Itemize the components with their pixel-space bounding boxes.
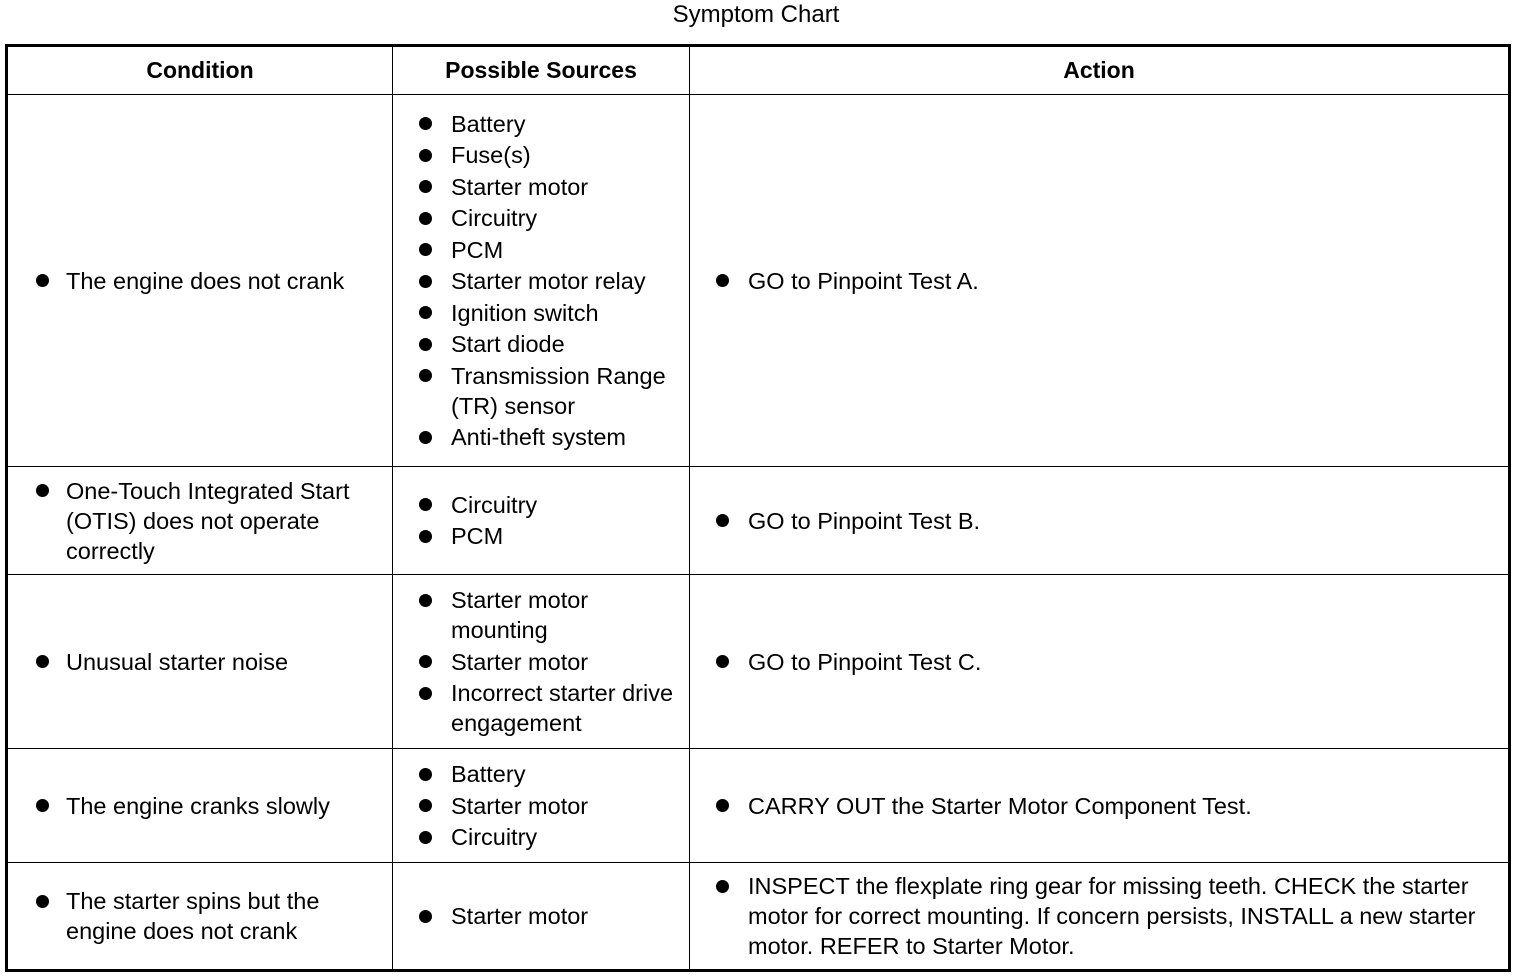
action-item: INSPECT the flexplate ring gear for missing teeth. CHECK the starter motor for correct mounting. If concern persists, INSTALL a new starter motor. REFER to Starter Motor.	[690, 871, 1508, 961]
header-row	[7, 46, 1510, 95]
condition-cell	[7, 863, 393, 971]
header-possible-sources: Possible Sources	[393, 46, 690, 95]
action-cell	[690, 863, 1510, 971]
source-item: Circuitry	[393, 822, 689, 852]
symptom-chart-table	[5, 44, 1511, 972]
source-item: Starter motor mounting	[393, 585, 689, 645]
condition-item: The starter spins but the engine does not crank	[8, 886, 392, 946]
source-item: Starter motor relay	[393, 266, 689, 296]
sources-cell	[393, 95, 690, 467]
header-action: Action	[690, 46, 1510, 95]
condition-cell	[7, 575, 393, 749]
table-row	[7, 467, 1510, 575]
action-cell	[690, 95, 1510, 467]
source-item: Fuse(s)	[393, 140, 689, 170]
header-condition: Condition	[7, 46, 393, 95]
action-cell	[690, 575, 1510, 749]
table-row	[7, 575, 1510, 749]
sources-cell	[393, 863, 690, 971]
source-item: Battery	[393, 759, 689, 789]
source-item: Starter motor	[393, 647, 689, 677]
sources-cell	[393, 749, 690, 863]
source-item: Starter motor	[393, 172, 689, 202]
source-item: Battery	[393, 109, 689, 139]
condition-item: The engine cranks slowly	[8, 791, 392, 821]
source-item: Start diode	[393, 329, 689, 359]
action-item: GO to Pinpoint Test C.	[690, 647, 1508, 677]
action-cell	[690, 467, 1510, 575]
source-item: Ignition switch	[393, 298, 689, 328]
action-item: GO to Pinpoint Test B.	[690, 506, 1508, 536]
table-row	[7, 749, 1510, 863]
sources-cell	[393, 467, 690, 575]
source-item: Transmission Range (TR) sensor	[393, 361, 689, 421]
condition-cell	[7, 95, 393, 467]
condition-item: The engine does not crank	[8, 266, 392, 296]
source-item: Circuitry	[393, 490, 689, 520]
source-item: Incorrect starter drive engagement	[393, 678, 689, 738]
action-cell	[690, 749, 1510, 863]
source-item: Anti-theft system	[393, 422, 689, 452]
source-item: PCM	[393, 235, 689, 265]
source-item: Starter motor	[393, 791, 689, 821]
source-item: PCM	[393, 521, 689, 551]
condition-cell	[7, 749, 393, 863]
condition-item: Unusual starter noise	[8, 647, 392, 677]
source-item: Circuitry	[393, 203, 689, 233]
condition-item: One-Touch Integrated Start (OTIS) does not operate correctly	[8, 476, 392, 566]
page-title: Symptom Chart	[672, 1, 840, 28]
sources-cell	[393, 575, 690, 749]
action-item: GO to Pinpoint Test A.	[690, 266, 1508, 296]
condition-cell	[7, 467, 393, 575]
table-row	[7, 863, 1510, 971]
source-item: Starter motor	[393, 901, 689, 931]
table-row	[7, 95, 1510, 467]
action-item: CARRY OUT the Starter Motor Component Test.	[690, 791, 1508, 821]
